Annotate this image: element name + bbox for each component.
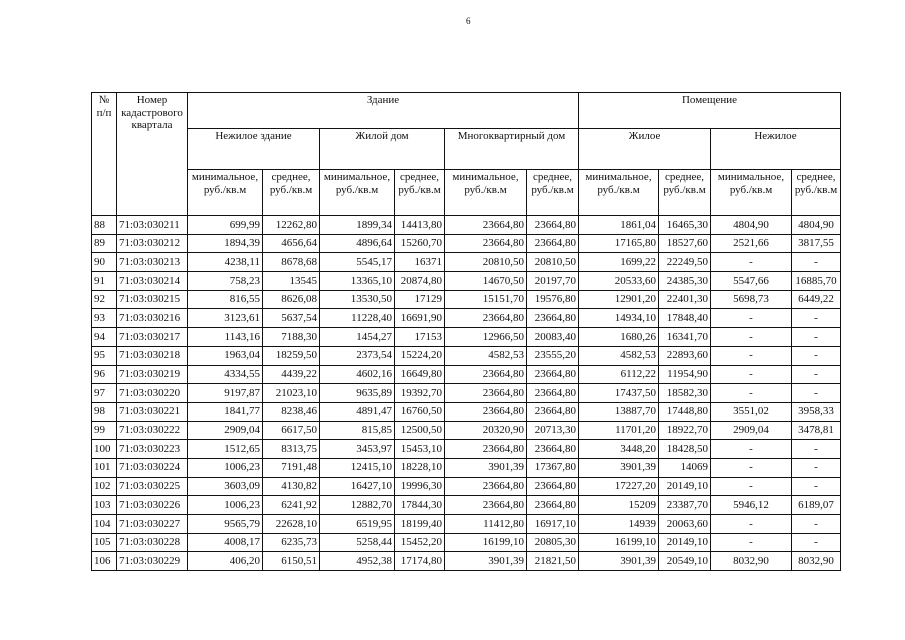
table-cell: 14934,10 <box>579 309 659 328</box>
table-row <box>92 216 841 235</box>
header-cadastral: Номер кадастрового квартала <box>117 93 188 216</box>
table-cell: 4582,53 <box>579 346 659 365</box>
table-cell: - <box>711 384 792 403</box>
table-cell: 4804,90 <box>711 216 792 235</box>
table-cell: 99 <box>92 421 117 440</box>
table-cell: 758,23 <box>188 272 263 291</box>
table-cell: 20533,60 <box>579 272 659 291</box>
table-cell: 71:03:030211 <box>117 216 188 235</box>
table-cell: 18922,70 <box>659 421 711 440</box>
table-cell: - <box>711 253 792 272</box>
table-cell: 4130,82 <box>263 477 320 496</box>
table-cell: 3901,39 <box>445 458 527 477</box>
table-cell: 101 <box>92 458 117 477</box>
table-cell: 3817,55 <box>792 234 841 253</box>
table-cell: 71:03:030218 <box>117 346 188 365</box>
table-cell: 18228,10 <box>395 458 445 477</box>
table-row <box>92 309 841 328</box>
table-cell: 92 <box>92 290 117 309</box>
table-cell: - <box>792 253 841 272</box>
table-cell: 15260,70 <box>395 234 445 253</box>
table-cell: 105 <box>92 533 117 552</box>
table-cell: 2373,54 <box>320 346 395 365</box>
table-cell: 5946,12 <box>711 496 792 515</box>
table-cell: 23664,80 <box>527 365 579 384</box>
table-cell: 106 <box>92 552 117 571</box>
table-cell: 12882,70 <box>320 496 395 515</box>
table-cell: 23664,80 <box>445 309 527 328</box>
table-cell: 17437,50 <box>579 384 659 403</box>
table-cell: - <box>792 309 841 328</box>
table-row <box>92 421 841 440</box>
table-cell: - <box>711 346 792 365</box>
table-cell: - <box>792 515 841 534</box>
table-cell: 1841,77 <box>188 402 263 421</box>
table-cell: 20810,50 <box>527 253 579 272</box>
table-cell: 3478,81 <box>792 421 841 440</box>
table-cell: 815,85 <box>320 421 395 440</box>
table-cell: 8313,75 <box>263 440 320 459</box>
table-row <box>92 440 841 459</box>
table-cell: 17227,20 <box>579 477 659 496</box>
header-avg: среднее, руб./кв.м <box>792 170 841 216</box>
table-cell: 699,99 <box>188 216 263 235</box>
table-row <box>92 365 841 384</box>
table-cell: 16199,10 <box>445 533 527 552</box>
table-cell: 23664,80 <box>445 496 527 515</box>
table-cell: 23664,80 <box>527 216 579 235</box>
table-cell: 4334,55 <box>188 365 263 384</box>
header-avg: среднее, руб./кв.м <box>659 170 711 216</box>
table-cell: 16649,80 <box>395 365 445 384</box>
table-cell: 22249,50 <box>659 253 711 272</box>
table-cell: 4439,22 <box>263 365 320 384</box>
table-cell: 19996,30 <box>395 477 445 496</box>
table-cell: 21023,10 <box>263 384 320 403</box>
table-cell: 12500,50 <box>395 421 445 440</box>
table-cell: 3901,39 <box>579 552 659 571</box>
table-cell: 6112,22 <box>579 365 659 384</box>
table-cell: - <box>792 533 841 552</box>
table-cell: 18259,50 <box>263 346 320 365</box>
table-cell: - <box>711 533 792 552</box>
table-cell: 13365,10 <box>320 272 395 291</box>
table-cell: - <box>711 365 792 384</box>
table-cell: 71:03:030212 <box>117 234 188 253</box>
table-cell: 9565,79 <box>188 515 263 534</box>
table-cell: 71:03:030213 <box>117 253 188 272</box>
table-cell: 1143,16 <box>188 328 263 347</box>
table-cell: 8032,90 <box>792 552 841 571</box>
table-cell: 19576,80 <box>527 290 579 309</box>
table-cell: 12966,50 <box>445 328 527 347</box>
table-cell: 2909,04 <box>711 421 792 440</box>
table-cell: 16885,70 <box>792 272 841 291</box>
table-cell: 1680,26 <box>579 328 659 347</box>
table-cell: 21821,50 <box>527 552 579 571</box>
table-cell: 406,20 <box>188 552 263 571</box>
table-cell: - <box>711 440 792 459</box>
table-cell: 12262,80 <box>263 216 320 235</box>
table-cell: 16341,70 <box>659 328 711 347</box>
table-cell: 8678,68 <box>263 253 320 272</box>
table-cell: 23664,80 <box>445 365 527 384</box>
page-number: 6 <box>466 16 471 26</box>
header-min: минимальное, руб./кв.м <box>711 170 792 216</box>
table-cell: 4656,64 <box>263 234 320 253</box>
table-cell: 4602,16 <box>320 365 395 384</box>
table-cell: 71:03:030225 <box>117 477 188 496</box>
table-cell: 3901,39 <box>579 458 659 477</box>
table-cell: 13530,50 <box>320 290 395 309</box>
header-avg: среднее, руб./кв.м <box>395 170 445 216</box>
table-cell: 6617,50 <box>263 421 320 440</box>
header-premises: Помещение <box>579 93 841 129</box>
table-cell: 20810,50 <box>445 253 527 272</box>
table-cell: 17848,40 <box>659 309 711 328</box>
table-row <box>92 290 841 309</box>
table-cell: 88 <box>92 216 117 235</box>
table-cell: 23664,80 <box>527 309 579 328</box>
table-cell: 20713,30 <box>527 421 579 440</box>
table-cell: 23664,80 <box>445 384 527 403</box>
table-header <box>92 93 841 216</box>
table-cell: 8032,90 <box>711 552 792 571</box>
header-min: минимальное, руб./кв.м <box>579 170 659 216</box>
table-cell: 71:03:030222 <box>117 421 188 440</box>
table-cell: - <box>711 309 792 328</box>
table-cell: 24385,30 <box>659 272 711 291</box>
table-cell: 1899,34 <box>320 216 395 235</box>
table-cell: 20063,60 <box>659 515 711 534</box>
table-cell: 15452,20 <box>395 533 445 552</box>
header-avg: среднее, руб./кв.м <box>263 170 320 216</box>
table-cell: 4582,53 <box>445 346 527 365</box>
table-cell: 7191,48 <box>263 458 320 477</box>
table-cell: 103 <box>92 496 117 515</box>
table-cell: 8626,08 <box>263 290 320 309</box>
table-row <box>92 253 841 272</box>
table-row <box>92 477 841 496</box>
table-cell: - <box>711 477 792 496</box>
table-cell: 71:03:030215 <box>117 290 188 309</box>
table-cell: 6235,73 <box>263 533 320 552</box>
table-row <box>92 346 841 365</box>
header-residential-house: Жилой дом <box>320 129 445 170</box>
table-cell: 12415,10 <box>320 458 395 477</box>
table-cell: 16691,90 <box>395 309 445 328</box>
table-row <box>92 234 841 253</box>
table-cell: 11954,90 <box>659 365 711 384</box>
table-cell: 17367,80 <box>527 458 579 477</box>
table-cell: - <box>792 328 841 347</box>
table-cell: 1861,04 <box>579 216 659 235</box>
table-cell: 3448,20 <box>579 440 659 459</box>
table-cell: 5637,54 <box>263 309 320 328</box>
table-cell: - <box>792 477 841 496</box>
header-nonresidential: Нежилое <box>711 129 841 170</box>
table-row <box>92 272 841 291</box>
table-cell: 16917,10 <box>527 515 579 534</box>
table-cell: 18199,40 <box>395 515 445 534</box>
table-cell: 6150,51 <box>263 552 320 571</box>
header-min: минимальное, руб./кв.м <box>445 170 527 216</box>
table-cell: 71:03:030224 <box>117 458 188 477</box>
table-cell: - <box>711 458 792 477</box>
table-cell: 6519,95 <box>320 515 395 534</box>
table-cell: 20149,10 <box>659 533 711 552</box>
table-cell: 23664,80 <box>445 440 527 459</box>
table-cell: 23664,80 <box>527 384 579 403</box>
table-cell: 20805,30 <box>527 533 579 552</box>
table-cell: 6449,22 <box>792 290 841 309</box>
table-cell: 6241,92 <box>263 496 320 515</box>
table-cell: 4952,38 <box>320 552 395 571</box>
table-cell: 1006,23 <box>188 458 263 477</box>
table-cell: - <box>792 346 841 365</box>
table-cell: 3901,39 <box>445 552 527 571</box>
table-row <box>92 552 841 571</box>
table-cell: 13887,70 <box>579 402 659 421</box>
table-cell: 22628,10 <box>263 515 320 534</box>
table-cell: 91 <box>92 272 117 291</box>
table-cell: 19392,70 <box>395 384 445 403</box>
table-cell: 9197,87 <box>188 384 263 403</box>
header-apartment-building: Многоквартирный дом <box>445 129 579 170</box>
table-cell: 102 <box>92 477 117 496</box>
table-row <box>92 402 841 421</box>
table-cell: 17174,80 <box>395 552 445 571</box>
table-row <box>92 515 841 534</box>
table-cell: 20197,70 <box>527 272 579 291</box>
table-cell: 17129 <box>395 290 445 309</box>
table-cell: 71:03:030226 <box>117 496 188 515</box>
table-cell: 23664,80 <box>527 440 579 459</box>
table-cell: 4891,47 <box>320 402 395 421</box>
table-cell: 1963,04 <box>188 346 263 365</box>
table-cell: 89 <box>92 234 117 253</box>
table-cell: 16427,10 <box>320 477 395 496</box>
cadastral-value-table <box>91 92 841 571</box>
table-cell: 71:03:030217 <box>117 328 188 347</box>
table-cell: 71:03:030214 <box>117 272 188 291</box>
table-row <box>92 384 841 403</box>
table-cell: 1006,23 <box>188 496 263 515</box>
header-nonresidential-building: Нежилое здание <box>188 129 320 170</box>
table-cell: 16371 <box>395 253 445 272</box>
table-cell: 14413,80 <box>395 216 445 235</box>
table-cell: 71:03:030229 <box>117 552 188 571</box>
table-cell: 97 <box>92 384 117 403</box>
table-cell: 93 <box>92 309 117 328</box>
table-cell: 5547,66 <box>711 272 792 291</box>
table-cell: 71:03:030227 <box>117 515 188 534</box>
table-cell: 20083,40 <box>527 328 579 347</box>
table-cell: 3123,61 <box>188 309 263 328</box>
table-cell: 95 <box>92 346 117 365</box>
table-cell: 14670,50 <box>445 272 527 291</box>
table-cell: 3603,09 <box>188 477 263 496</box>
table-cell: 3958,33 <box>792 402 841 421</box>
table-cell: 6189,07 <box>792 496 841 515</box>
table-cell: 16760,50 <box>395 402 445 421</box>
table-cell: 4238,11 <box>188 253 263 272</box>
table-cell: 1454,27 <box>320 328 395 347</box>
table-cell: 7188,30 <box>263 328 320 347</box>
table-cell: - <box>792 384 841 403</box>
table-cell: 5258,44 <box>320 533 395 552</box>
table-cell: 14069 <box>659 458 711 477</box>
table-cell: 71:03:030219 <box>117 365 188 384</box>
table-cell: 23664,80 <box>445 402 527 421</box>
table-cell: 23664,80 <box>527 496 579 515</box>
table-cell: 22893,60 <box>659 346 711 365</box>
table-row <box>92 328 841 347</box>
table-cell: 3551,02 <box>711 402 792 421</box>
table-cell: 1512,65 <box>188 440 263 459</box>
table-cell: 71:03:030221 <box>117 402 188 421</box>
table-cell: 90 <box>92 253 117 272</box>
table-cell: 16465,30 <box>659 216 711 235</box>
table-cell: 17165,80 <box>579 234 659 253</box>
table-cell: 23664,80 <box>527 234 579 253</box>
table-cell: 23664,80 <box>527 402 579 421</box>
table-cell: 22401,30 <box>659 290 711 309</box>
header-residential: Жилое <box>579 129 711 170</box>
header-num: № п/п <box>92 93 117 216</box>
table-cell: - <box>711 328 792 347</box>
table-cell: 4896,64 <box>320 234 395 253</box>
table-cell: 17448,80 <box>659 402 711 421</box>
table-cell: 23664,80 <box>445 234 527 253</box>
header-building: Здание <box>188 93 579 129</box>
table-cell: 816,55 <box>188 290 263 309</box>
table-cell: 15151,70 <box>445 290 527 309</box>
table-cell: 4008,17 <box>188 533 263 552</box>
table-cell: 12901,20 <box>579 290 659 309</box>
table-cell: 71:03:030220 <box>117 384 188 403</box>
table-cell: 15224,20 <box>395 346 445 365</box>
table-cell: 9635,89 <box>320 384 395 403</box>
table-cell: 1699,22 <box>579 253 659 272</box>
table-cell: 3453,97 <box>320 440 395 459</box>
table-cell: 17153 <box>395 328 445 347</box>
table-cell: 18527,60 <box>659 234 711 253</box>
table-cell: 15209 <box>579 496 659 515</box>
table-cell: 23555,20 <box>527 346 579 365</box>
table-cell: 20149,10 <box>659 477 711 496</box>
header-min: минимальное, руб./кв.м <box>188 170 263 216</box>
table-cell: 2521,66 <box>711 234 792 253</box>
table-cell: 2909,04 <box>188 421 263 440</box>
table-cell: 96 <box>92 365 117 384</box>
table-cell: 18582,30 <box>659 384 711 403</box>
table-row <box>92 533 841 552</box>
table-cell: 4804,90 <box>792 216 841 235</box>
table-cell: 5698,73 <box>711 290 792 309</box>
table-cell: 104 <box>92 515 117 534</box>
table-cell: - <box>792 458 841 477</box>
table-row <box>92 458 841 477</box>
table-cell: 16199,10 <box>579 533 659 552</box>
table-cell: 71:03:030228 <box>117 533 188 552</box>
table-cell: 23387,70 <box>659 496 711 515</box>
table-cell: 23664,80 <box>445 477 527 496</box>
header-min: минимальное, руб./кв.м <box>320 170 395 216</box>
table-cell: - <box>792 440 841 459</box>
table-cell: 13545 <box>263 272 320 291</box>
table-cell: 11701,20 <box>579 421 659 440</box>
table-cell: 71:03:030216 <box>117 309 188 328</box>
table-body <box>92 216 841 571</box>
table-row <box>92 496 841 515</box>
table-cell: 11412,80 <box>445 515 527 534</box>
table-cell: 14939 <box>579 515 659 534</box>
table-cell: 98 <box>92 402 117 421</box>
table-cell: - <box>711 515 792 534</box>
table-cell: 23664,80 <box>445 216 527 235</box>
table-cell: 5545,17 <box>320 253 395 272</box>
table-cell: 20320,90 <box>445 421 527 440</box>
table-cell: 94 <box>92 328 117 347</box>
table-cell: 11228,40 <box>320 309 395 328</box>
table-cell: 17844,30 <box>395 496 445 515</box>
table-cell: 8238,46 <box>263 402 320 421</box>
table-cell: 18428,50 <box>659 440 711 459</box>
table-cell: 23664,80 <box>527 477 579 496</box>
header-avg: среднее, руб./кв.м <box>527 170 579 216</box>
table-cell: 15453,10 <box>395 440 445 459</box>
table-cell: - <box>792 365 841 384</box>
table-cell: 100 <box>92 440 117 459</box>
table-cell: 1894,39 <box>188 234 263 253</box>
table-cell: 71:03:030223 <box>117 440 188 459</box>
table-cell: 20549,10 <box>659 552 711 571</box>
table-cell: 20874,80 <box>395 272 445 291</box>
